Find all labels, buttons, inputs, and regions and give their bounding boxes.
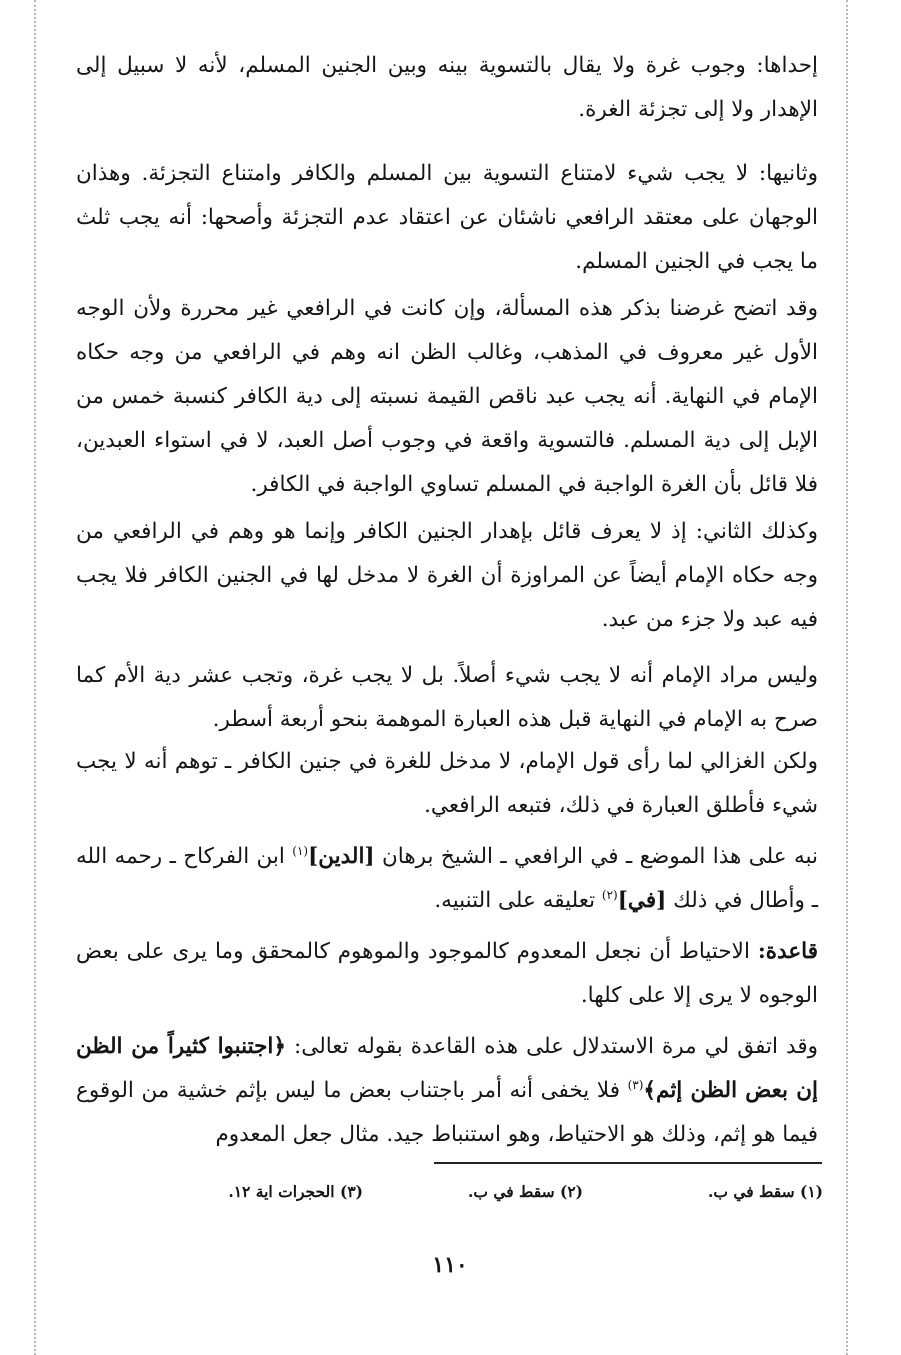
paragraph-5-text: وليس مراد الإمام أنه لا يجب شيء أصلاً. بل لا يجب غرة، وتجب عشر دية الأم كما صرح به الإمام في النهاية قبل هذه العبارة الموهمة بنحو أربعة أسطر. — [76, 663, 818, 732]
paragraph-8-text: الاحتياط أن نجعل المعدوم كالموجود والموهوم كالمحقق وما يرى على بعض الوجوه لا يرى إلا على كلها. — [76, 939, 818, 1008]
footnote-ref-2: (٢) — [601, 887, 618, 902]
paragraph-2 — [76, 152, 818, 284]
paragraph-9 — [76, 1025, 818, 1157]
paragraph-7-text-after: تعليقه على التنبيه. — [434, 888, 602, 913]
paragraph-4-text: وكذلك الثاني: إذ لا يعرف قائل بإهدار الجنين الكافر وإنما هو وهم في الرافعي من وجه حكاه الإمام أيضاً عن المراوزة أن الغرة لا مدخل لها في الجنين الكافر فلا يجب فيه عبد ولا جزء من عبد. — [76, 519, 818, 632]
paragraph-2-text: وثانيها: لا يجب شيء لامتناع التسوية بين المسلم والكافر وامتناع التجزئة. وهذان الوجهان على معتقد الرافعي ناشئان عن اعتقاد عدم التجزئة وأصحها: أنه يجب ثلث ما يجب في الجنين المسلم. — [76, 161, 818, 274]
footnote-3: (٣) الحجرات اية ١٢. — [228, 1182, 363, 1201]
paragraph-7-text-before: نبه على هذا الموضع ـ في الرافعي ـ الشيخ برهان — [374, 844, 818, 869]
paragraph-5 — [76, 654, 818, 742]
paragraph-7-text-middle: ابن الفركاح ـ رحمه الله ـ وأطال في ذلك — [76, 844, 818, 913]
paragraph-3 — [76, 287, 818, 507]
bracket-insert-fi: [في] — [617, 888, 667, 913]
bracket-insert-din: [الدين] — [308, 844, 375, 869]
footnote-1: (١) سقط في ب. — [707, 1182, 823, 1201]
quran-verse: ﴿اجتنبوا كثيراً من الظن إن بعض الظن إثم﴾ — [76, 1034, 818, 1103]
paragraph-1-text: إحداها: وجوب غرة ولا يقال بالتسوية بينه وبين الجنين المسلم، لأنه لا سبيل إلى الإهدار ولا إلى تجزئة الغرة. — [76, 53, 818, 122]
page-number: ١١٠ — [432, 1252, 468, 1278]
paragraph-6-text: ولكن الغزالي لما رأى قول الإمام، لا مدخل للغرة في جنين الكافر ـ توهم أنه لا يجب شيء فأطلق العبارة في ذلك، فتبعه الرافعي. — [76, 749, 818, 818]
paragraph-6 — [76, 740, 818, 828]
footnote-ref-3: (٣) — [627, 1077, 644, 1092]
paragraph-9-text-after: فلا يخفى أنه أمر باجتناب بعض ما ليس بإثم خشية من الوقوع فيما هو إثم، وذلك هو الاحتياط، وهو استنباط جيد. مثال جعل المعدوم — [76, 1078, 818, 1147]
paragraph-9-text-before: وقد اتفق لي مرة الاستدلال على هذه القاعدة بقوله تعالى: — [285, 1034, 818, 1059]
footnote-separator — [434, 1162, 822, 1164]
footnote-2: (٢) سقط في ب. — [467, 1182, 583, 1201]
footnote-ref-1: (١) — [292, 843, 309, 858]
page-edge-dots-right — [846, 0, 848, 1355]
paragraph-3-text: وقد اتضح غرضنا بذكر هذه المسألة، وإن كانت في الرافعي غير محررة ولأن الوجه الأول غير معروف في المذهب، وغالب الظن انه وهم في الرافعي من وجه حكاه الإمام في النهاية. أنه يجب عبد ناقص القيمة نسبته إلى دية الكافر كنسبة خمس من الإبل إلى دية المسلم. فالتسوية واقعة في وجوب أصل العبد، لا في استواء العبدين، فلا قائل بأن الغرة الواجبة في المسلم تساوي الواجبة في الكافر. — [76, 296, 818, 497]
paragraph-7 — [76, 835, 818, 923]
paragraph-4 — [76, 510, 818, 642]
paragraph-8 — [76, 930, 818, 1018]
rule-heading: قاعدة: — [757, 939, 818, 964]
page-edge-dots-left — [34, 0, 36, 1355]
paragraph-1 — [76, 44, 818, 132]
